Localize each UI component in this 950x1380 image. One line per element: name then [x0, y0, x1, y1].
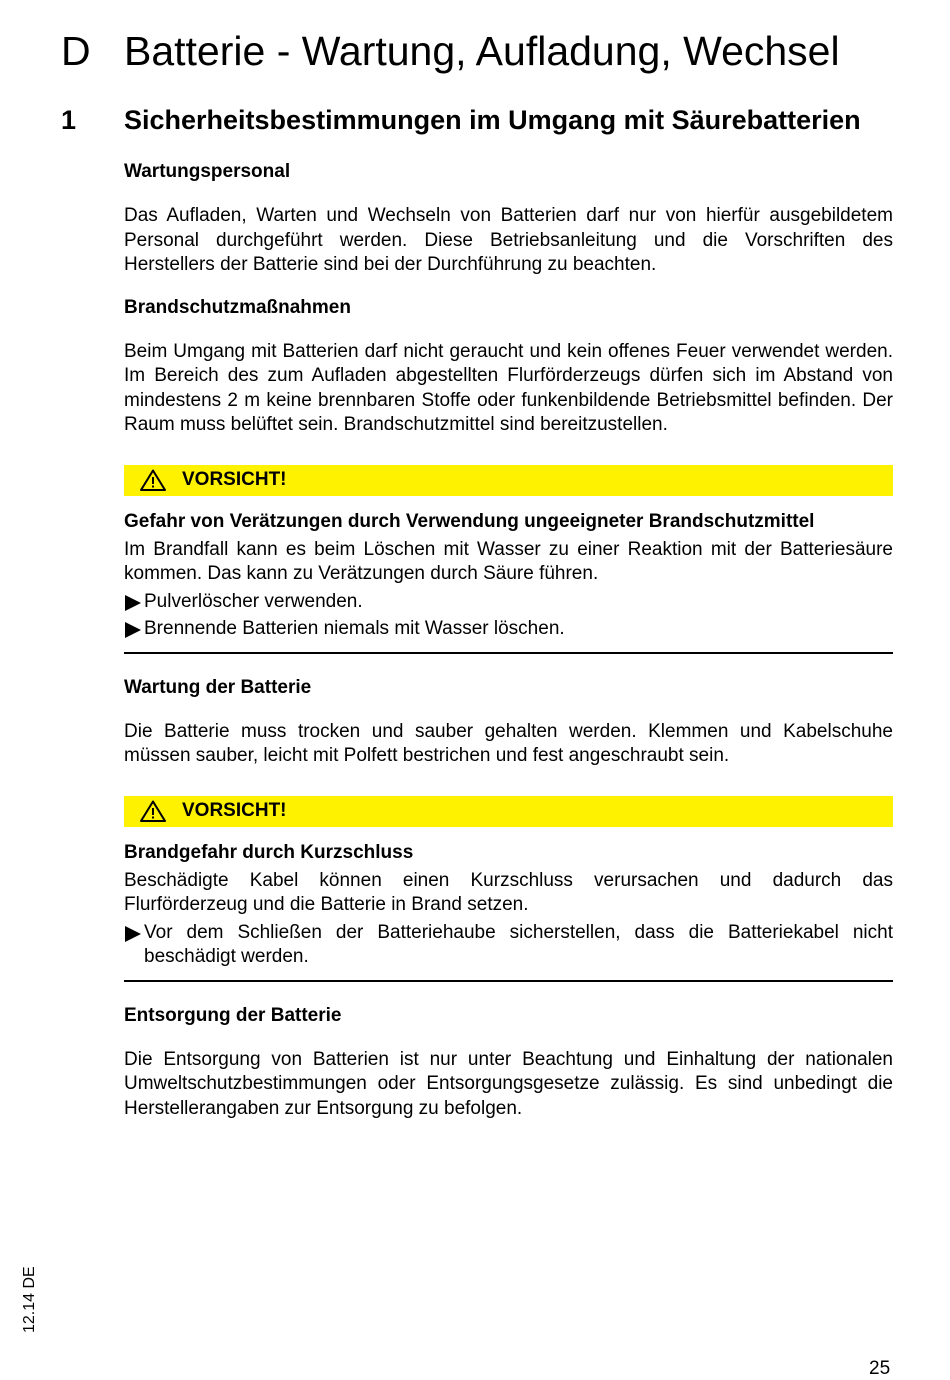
list-item-text: Brennende Batterien niemals mit Wasser löschen. [144, 618, 565, 639]
warning-label: VORSICHT! [182, 469, 287, 490]
chapter-title: Batterie - Wartung, Aufladung, Wechsel [124, 28, 840, 74]
heading-wartungspersonal: Wartungspersonal [124, 161, 291, 182]
warning-heading: Brandgefahr durch Kurzschluss [124, 841, 414, 863]
heading-brandschutz: Brandschutzmaßnahmen [124, 296, 351, 318]
warning-triangle-icon [124, 800, 182, 822]
bullet-triangle-icon [124, 921, 144, 970]
paragraph-entsorgung: Die Entsorgung von Batterien ist nur unter Beachtung und Einhaltung der nationalen Umweltschutzbestimmungen oder Entsorgungsgesetze zulässig. Es sind unbedingt die Herstellerangaben zur Entsorgung zu befolgen. [124, 1048, 893, 1119]
warning-heading: Gefahr von Verätzungen durch Verwendung ungeeigneter Brandschutzmittel [124, 510, 815, 532]
heading-entsorgung: Entsorgung der Batterie [124, 1004, 342, 1026]
list-item [124, 590, 893, 615]
section-number: 1 [61, 105, 77, 135]
warning-bar [124, 796, 893, 827]
section-title: Sicherheitsbestimmungen im Umgang mit Säurebatterien [124, 105, 861, 135]
paragraph-wartung: Die Batterie muss trocken und sauber gehalten werden. Klemmen und Kabelschuhe müssen sauber, leicht mit Polfett bestrichen und fest angeschraubt sein. [124, 720, 893, 766]
main-content [124, 160, 893, 1121]
list-item-text: Vor dem Schließen der Batteriehaube sicherstellen, dass die Batteriekabel nicht beschädigt werden. [144, 921, 893, 967]
paragraph-brandschutz: Beim Umgang mit Batterien darf nicht geraucht und kein offenes Feuer verwendet werden. Im Bereich des zum Aufladen abgestellten Flurförderzeugs dürfen sich im Abstand von mindestens 2 m keine brennbaren Stoffe oder funkenbildende Betriebsmittel befinden. Der Raum muss belüftet sein. Brandschutzmittel sind bereitzustellen. [124, 340, 893, 435]
chapter-letter: D [61, 28, 91, 74]
warning-triangle-icon [124, 469, 182, 491]
list-item [124, 921, 893, 970]
bullet-triangle-icon [124, 617, 144, 642]
list-item [124, 617, 893, 642]
date-code: 12.14 DE [21, 1266, 38, 1333]
page-number: 25 [869, 1358, 891, 1379]
warning-bar [124, 465, 893, 496]
paragraph-wartungspersonal: Das Aufladen, Warten und Wechseln von Batterien darf nur von hierfür ausgebildetem Personal durchgeführt werden. Diese Betriebsanleitung und die Vorschriften des Herstellers der Batterie sind bei der Durchführung zu beachten. [124, 205, 893, 275]
warning-text: Im Brandfall kann es beim Löschen mit Wasser zu einer Reaktion mit der Batteriesäure kommen. Das kann zu Verätzungen durch Säure führen. [124, 538, 893, 584]
bullet-triangle-icon [124, 590, 144, 615]
heading-wartung: Wartung der Batterie [124, 676, 312, 698]
list-item-text: Pulverlöscher verwenden. [144, 590, 363, 612]
warning-label: VORSICHT! [182, 800, 287, 821]
warning-text: Beschädigte Kabel können einen Kurzschluss verursachen und dadurch das Flurförderzeug und die Batterie in Brand setzen. [124, 869, 893, 915]
